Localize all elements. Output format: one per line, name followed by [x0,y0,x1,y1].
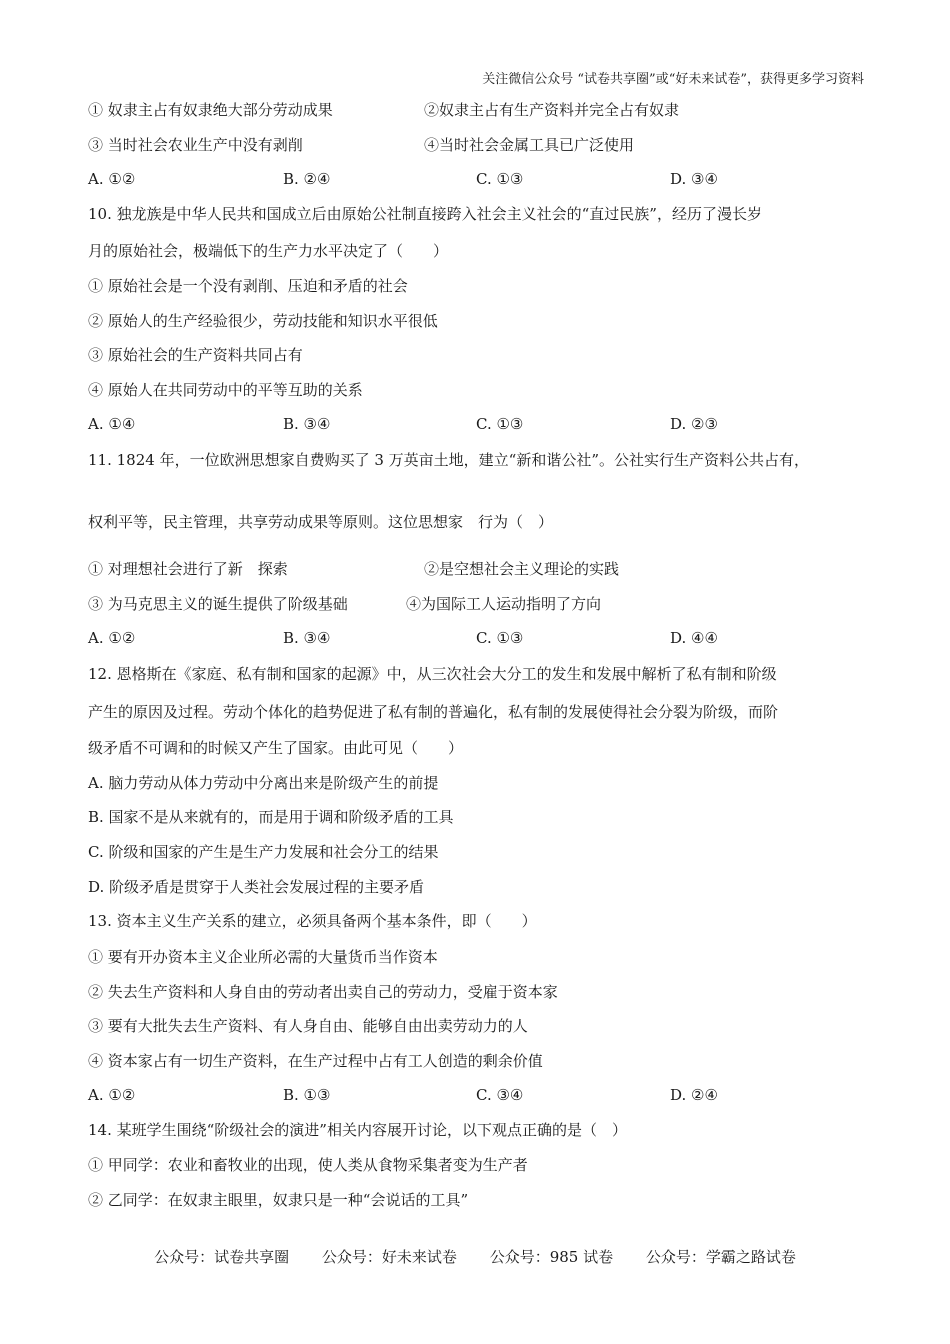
q9-item-3: ③ 当时社会农业生产中没有剥削 [88,136,303,154]
q13-item-3: ③ 要有大批失去生产资料、有人身自由、能够自由出卖劳动力的人 [88,1017,528,1035]
q13-options [88,1085,868,1105]
footer-account-4: 公众号：学霸之路试卷 [645,1248,796,1266]
q13-option-d: D. ②④ [670,1086,718,1104]
q9-option-a: A. ①② [88,170,136,188]
q13-item-1: ① 要有开办资本主义企业所必需的大量货币当作资本 [88,948,438,966]
header-note: 关注微信公众号 “试卷共享圈”或“好未来试卷”，获得更多学习资料 [482,72,864,87]
footer [0,1246,950,1267]
q13-option-c: C. ③④ [476,1086,524,1104]
q9-items-row-1 [88,100,868,120]
q10-stem-1: 10. 独龙族是中华人民共和国成立后由原始公社制直接跨入社会主义社会的“直过民族”，经历了漫长岁 [88,205,762,223]
q14-stem: 14. 某班学生围绕“阶级社会的演进”相关内容展开讨论，以下观点正确的是（ ） [88,1121,627,1139]
q9-item-1: ① 奴隶主占有奴隶绝大部分劳动成果 [88,101,333,119]
q12-stem-2: 产生的原因及过程。劳动个体化的趋势促进了私有制的普遍化，私有制的发展使得社会分裂为阶级，而阶 [88,703,779,721]
q11-option-c: C. ①③ [476,629,524,647]
q13-item-2: ② 失去生产资料和人身自由的劳动者出卖自己的劳动力，受雇于资本家 [88,983,558,1001]
q12-stem-1: 12. 恩格斯在《家庭、私有制和国家的起源》中，从三次社会大分工的发生和发展中解析了私有制和阶级 [88,665,777,683]
q10-item-4: ④ 原始人在共同劳动中的平等互助的关系 [88,381,363,399]
q9-options [88,169,868,189]
q11-items-row-2 [88,594,868,614]
q10-options [88,414,868,434]
q11-options [88,628,868,648]
q13-option-b: B. ①③ [283,1086,331,1104]
q10-item-3: ③ 原始社会的生产资料共同占有 [88,346,303,364]
footer-account-1: 公众号：试卷共享圈 [154,1248,290,1266]
q12-stem-3: 级矛盾不可调和的时候又产生了国家。由此可见（ ） [88,739,464,757]
q14-item-2: ② 乙同学：在奴隶主眼里，奴隶只是一种“会说话的工具” [88,1191,469,1209]
q9-item-2: ②奴隶主占有生产资料并完全占有奴隶 [424,101,680,119]
q10-option-c: C. ①③ [476,415,524,433]
q9-option-d: D. ③④ [670,170,718,188]
footer-account-2: 公众号：好未来试卷 [321,1248,457,1266]
q14-item-1: ① 甲同学：农业和畜牧业的出现，使人类从食物采集者变为生产者 [88,1156,528,1174]
q11-item-4: ④为国际工人运动指明了方向 [406,595,602,613]
q13-option-a: A. ①② [88,1086,136,1104]
q10-option-a: A. ①④ [88,415,136,433]
q10-stem-2: 月的原始社会，极端低下的生产力水平决定了（ ） [88,242,449,260]
q10-option-b: B. ③④ [283,415,331,433]
q11-item-1: ① 对理想社会进行了新 探索 [88,560,288,578]
q10-option-d: D. ②③ [670,415,718,433]
q11-item-3: ③ 为马克思主义的诞生提供了阶级基础 [88,595,348,613]
q10-item-1: ① 原始社会是一个没有剥削、压迫和矛盾的社会 [88,277,408,295]
q13-stem: 13. 资本主义生产关系的建立，必须具备两个基本条件，即（ ） [88,912,537,930]
q9-option-b: B. ②④ [283,170,331,188]
q11-option-d: D. ④④ [670,629,718,647]
q12-choice-a: A. 脑力劳动从体力劳动中分离出来是阶级产生的前提 [88,774,439,792]
q11-item-2: ②是空想社会主义理论的实践 [424,560,620,578]
q11-stem-1: 11. 1824 年，一位欧洲思想家自费购买了 3 万英亩土地，建立“新和谐公社”。公社实行生产资料公共占有， [88,451,809,469]
q12-choice-d: D. 阶级矛盾是贯穿于人类社会发展过程的主要矛盾 [88,878,425,896]
q11-option-a: A. ①② [88,629,136,647]
q11-stem-2: 权利平等，民主管理，共享劳动成果等原则。这位思想家 行为（ ） [88,513,554,531]
q11-option-b: B. ③④ [283,629,331,647]
q12-choice-b: B. 国家不是从来就有的，而是用于调和阶级矛盾的工具 [88,808,454,826]
q13-item-4: ④ 资本家占有一切生产资料，在生产过程中占有工人创造的剩余价值 [88,1052,543,1070]
q11-items-row-1 [88,559,868,579]
q9-item-4: ④当时社会金属工具已广泛使用 [424,136,635,154]
q9-items-row-2 [88,135,868,155]
q9-option-c: C. ①③ [476,170,524,188]
q12-choice-c: C. 阶级和国家的产生是生产力发展和社会分工的结果 [88,843,439,861]
q10-item-2: ② 原始人的生产经验很少，劳动技能和知识水平很低 [88,312,438,330]
footer-account-3: 公众号：985 试卷 [489,1248,614,1266]
